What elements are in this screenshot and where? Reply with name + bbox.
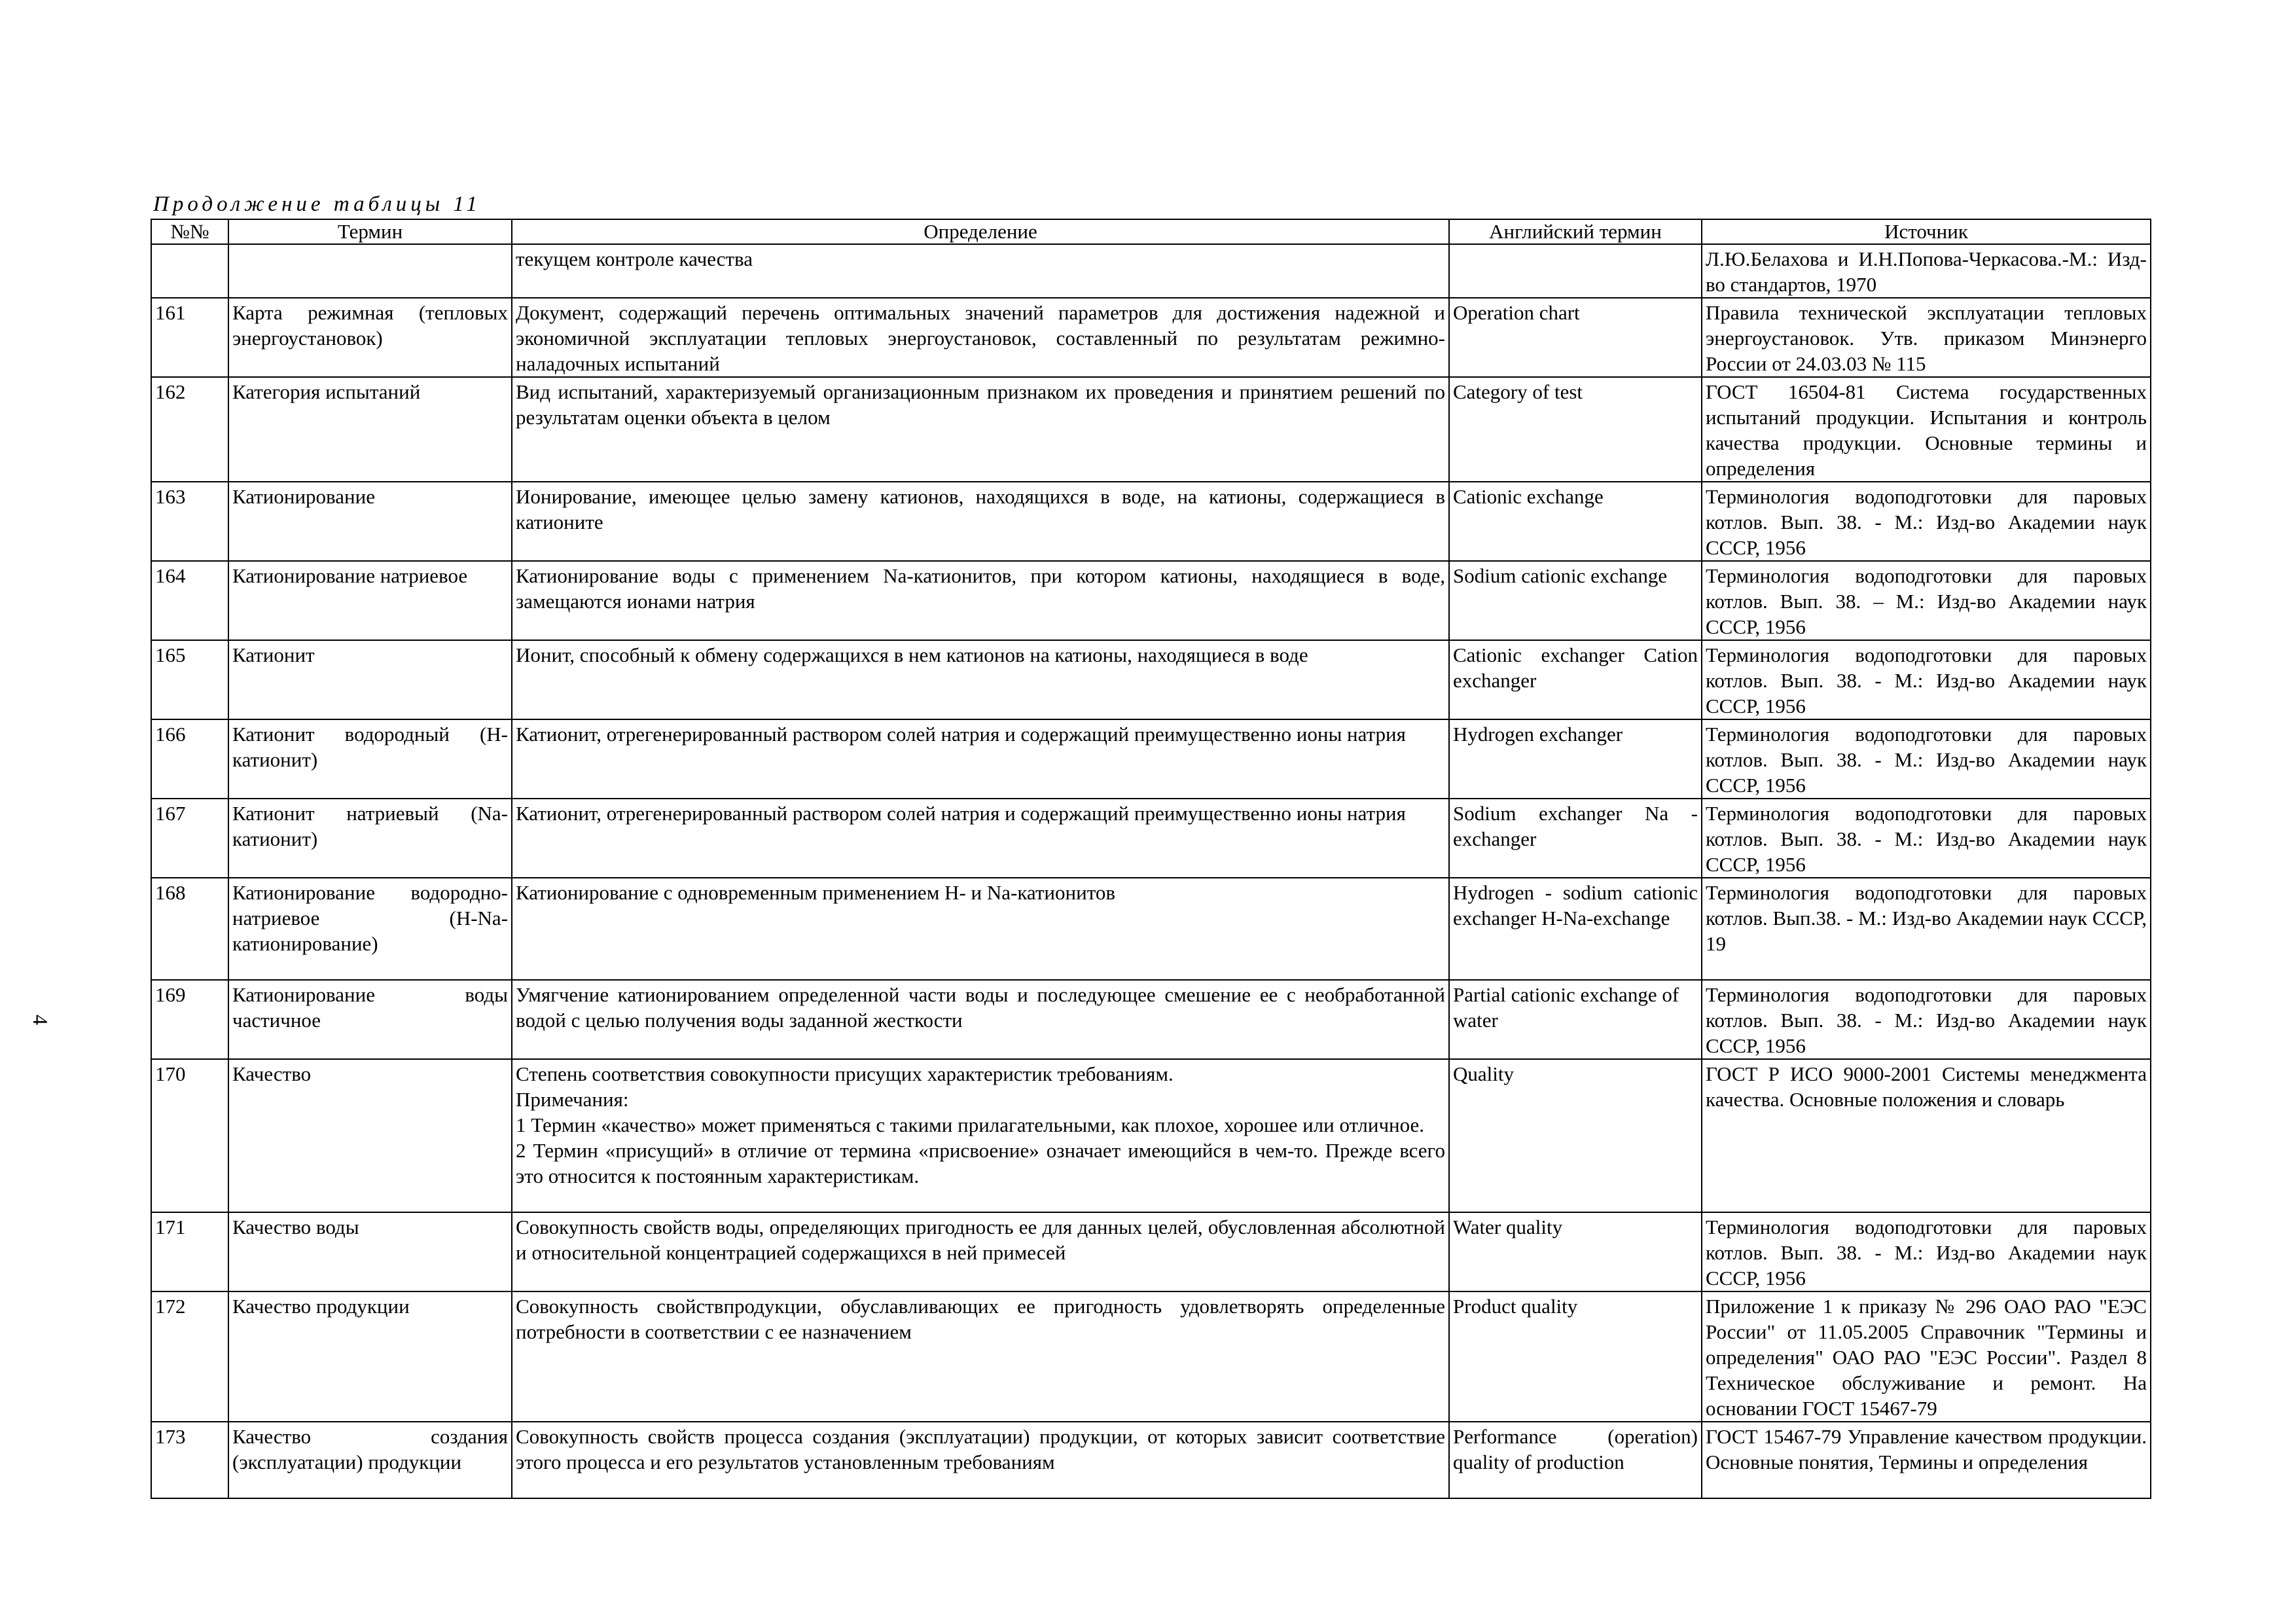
column-header-definition: Определение xyxy=(512,219,1449,244)
row-source: ГОСТ 15467-79 Управление качеством продукции. Основные понятия, Термины и определения xyxy=(1702,1422,2151,1498)
row-term: Качество воды xyxy=(228,1212,512,1291)
row-definition: Ионирование, имеющее целью замену катионов, находящихся в воде, на катионы, содержащиеся в катионите xyxy=(512,482,1449,561)
terms-table xyxy=(151,219,2151,1499)
row-source: ГОСТ Р ИСО 9000-2001 Системы менеджмента качества. Основные положения и словарь xyxy=(1702,1059,2151,1212)
row-english-term: Sodium exchanger Na - exchanger xyxy=(1449,799,1702,878)
row-definition: Катионит, отрегенерированный раствором солей натрия и содержащий преимущественно ионы натрия xyxy=(512,799,1449,878)
row-english-term: Operation chart xyxy=(1449,298,1702,377)
definition-main: Степень соответствия совокупности присущих характеристик требованиям. xyxy=(516,1062,1174,1085)
table-row xyxy=(151,1291,2151,1422)
row-definition: Умягчение катионированием определенной части воды и последующее смешение ее с необработанной водой с целью получения воды заданной жесткости xyxy=(512,980,1449,1059)
table-row xyxy=(151,799,2151,878)
row-number: 163 xyxy=(151,482,228,561)
row-source: Терминология водоподготовки для паровых котлов. Вып.38. - М.: Изд-во Академии наук СССР, 19 xyxy=(1702,878,2151,980)
row-definition: Совокупность свойств процесса создания (эксплуатации) продукции, от которых зависит соответствие этого процесса и его результатов установленным требованиям xyxy=(512,1422,1449,1498)
row-definition: Ионит, способный к обмену содержащихся в нем катионов на катионы, находящиеся в воде xyxy=(512,640,1449,719)
row-source: Л.Ю.Белахова и И.Н.Попова-Черкасова.-М.: Изд-во стандартов, 1970 xyxy=(1702,244,2151,298)
notes-title: Примечания: xyxy=(516,1088,629,1111)
table-row xyxy=(151,244,2151,298)
table-row xyxy=(151,719,2151,799)
row-term: Катионит натриевый (Na-катионит) xyxy=(228,799,512,878)
row-number: 169 xyxy=(151,980,228,1059)
note-item: 2 Термин «присущий» в отличие от термина «присвоение» означает имеющийся в чем-то. Прежде всего это относится к постоянным характеристикам. xyxy=(516,1139,1445,1187)
row-term: Катионирование натриевое xyxy=(228,561,512,640)
row-number: 161 xyxy=(151,298,228,377)
row-english-term: Cationic exchanger Cation exchanger xyxy=(1449,640,1702,719)
row-term xyxy=(228,244,512,298)
table-row xyxy=(151,1422,2151,1498)
row-number: 171 xyxy=(151,1212,228,1291)
row-english-term: Hydrogen - sodium cationic exchanger H-Na-exchange xyxy=(1449,878,1702,980)
row-definition: Вид испытаний, характеризуемый организационным признаком их проведения и принятием решений по результатам оценки объекта в целом xyxy=(512,377,1449,482)
row-number: 167 xyxy=(151,799,228,878)
table-row xyxy=(151,640,2151,719)
row-source: Терминология водоподготовки для паровых котлов. Вып. 38. - М.: Изд-во Академии наук СССР, 1956 xyxy=(1702,1212,2151,1291)
row-term: Качество продукции xyxy=(228,1291,512,1422)
row-definition: текущем контроле качества xyxy=(512,244,1449,298)
row-term: Катионит xyxy=(228,640,512,719)
row-number: 168 xyxy=(151,878,228,980)
row-source: Терминология водоподготовки для паровых котлов. Вып. 38. - М.: Изд-во Академии наук СССР, 1956 xyxy=(1702,980,2151,1059)
column-header-source: Источник xyxy=(1702,219,2151,244)
row-term: Качество создания (эксплуатации) продукции xyxy=(228,1422,512,1498)
note-item: 1 Термин «качество» может применяться с такими прилагательными, как плохое, хорошее или отличное. xyxy=(516,1113,1425,1136)
row-number: 166 xyxy=(151,719,228,799)
row-english-term: Quality xyxy=(1449,1059,1702,1212)
row-english-term: Hydrogen exchanger xyxy=(1449,719,1702,799)
table-row xyxy=(151,878,2151,980)
row-english-term: Category of test xyxy=(1449,377,1702,482)
row-english-term: Product quality xyxy=(1449,1291,1702,1422)
row-number: 170 xyxy=(151,1059,228,1212)
table-row xyxy=(151,980,2151,1059)
row-term: Катионирование водородно-натриевое (H-Na- катионирование) xyxy=(228,878,512,980)
table-row xyxy=(151,1212,2151,1291)
row-source: Терминология водоподготовки для паровых котлов. Вып. 38. - М.: Изд-во Академии наук СССР, 1956 xyxy=(1702,640,2151,719)
table-row xyxy=(151,1059,2151,1212)
row-source: Терминология водоподготовки для паровых котлов. Вып. 38. - М.: Изд-во Академии наук СССР, 1956 xyxy=(1702,482,2151,561)
row-term: Качество xyxy=(228,1059,512,1212)
row-definition: Совокупность свойств воды, определяющих пригодность ее для данных целей, обусловленная абсолютной и относительной концентрацией содержащихся в ней примесей xyxy=(512,1212,1449,1291)
row-number: 164 xyxy=(151,561,228,640)
row-number: 172 xyxy=(151,1291,228,1422)
row-definition: Катионирование воды с применением Na-катионитов, при котором катионы, находящиеся в воде, замещаются ионами натрия xyxy=(512,561,1449,640)
column-header-english: Английский термин xyxy=(1449,219,1702,244)
table-header-row xyxy=(151,219,2151,244)
row-english-term: Sodium cationic exchange xyxy=(1449,561,1702,640)
row-term: Катионит водородный (Н-катионит) xyxy=(228,719,512,799)
row-number: 162 xyxy=(151,377,228,482)
row-term: Карта режимная (тепловых энергоустановок) xyxy=(228,298,512,377)
table-row xyxy=(151,482,2151,561)
row-source: Правила технической эксплуатации тепловых энергоустановок. Утв. приказом Минэнерго России от 24.03.03 № 115 xyxy=(1702,298,2151,377)
row-definition: Совокупность свойствпродукции, обуславливающих ее пригодность удовлетворять определенные потребности в соответствии с ее назначением xyxy=(512,1291,1449,1422)
row-english-term: Cationic exchange xyxy=(1449,482,1702,561)
row-english-term: Water quality xyxy=(1449,1212,1702,1291)
table-row xyxy=(151,298,2151,377)
row-term: Категория испытаний xyxy=(228,377,512,482)
page-number: 4 xyxy=(29,1015,52,1025)
row-source: Терминология водоподготовки для паровых котлов. Вып. 38. - М.: Изд-во Академии наук СССР, 1956 xyxy=(1702,799,2151,878)
row-number: 173 xyxy=(151,1422,228,1498)
table-row xyxy=(151,561,2151,640)
column-header-num: №№ xyxy=(151,219,228,244)
row-number xyxy=(151,244,228,298)
row-english-term: Partial cationic exchange of water xyxy=(1449,980,1702,1059)
row-english-term: Performance (operation) quality of production xyxy=(1449,1422,1702,1498)
row-english-term xyxy=(1449,244,1702,298)
row-definition: Документ, содержащий перечень оптимальных значений параметров для достижения надежной и экономичной эксплуатации тепловых энергоустановок, составленный по результатам режимно-наладочных испытаний xyxy=(512,298,1449,377)
row-number: 165 xyxy=(151,640,228,719)
row-definition: Катионирование с одновременным применением Н- и Na-катионитов xyxy=(512,878,1449,980)
row-source: Терминология водоподготовки для паровых котлов. Вып. 38. – М.: Изд-во Академии наук СССР, 1956 xyxy=(1702,561,2151,640)
table-caption: Продолжение таблицы 11 xyxy=(153,192,481,216)
row-source: Терминология водоподготовки для паровых котлов. Вып. 38. - М.: Изд-во Академии наук СССР, 1956 xyxy=(1702,719,2151,799)
table-row xyxy=(151,377,2151,482)
row-definition: Катионит, отрегенерированный раствором солей натрия и содержащий преимущественно ионы натрия xyxy=(512,719,1449,799)
row-source: Приложение 1 к приказу № 296 ОАО РАО "ЕЭС России" от 11.05.2005 Справочник "Термины и определения" ОАО РАО "ЕЭС России". Раздел 8 Техническое обслуживание и ремонт. На основании ГОСТ 15467-79 xyxy=(1702,1291,2151,1422)
row-source: ГОСТ 16504-81 Система государственных испытаний продукции. Испытания и контроль качества продукции. Основные термины и определения xyxy=(1702,377,2151,482)
row-term: Катионирование воды частичное xyxy=(228,980,512,1059)
row-term: Катионирование xyxy=(228,482,512,561)
column-header-term: Термин xyxy=(228,219,512,244)
row-definition xyxy=(512,1059,1449,1212)
